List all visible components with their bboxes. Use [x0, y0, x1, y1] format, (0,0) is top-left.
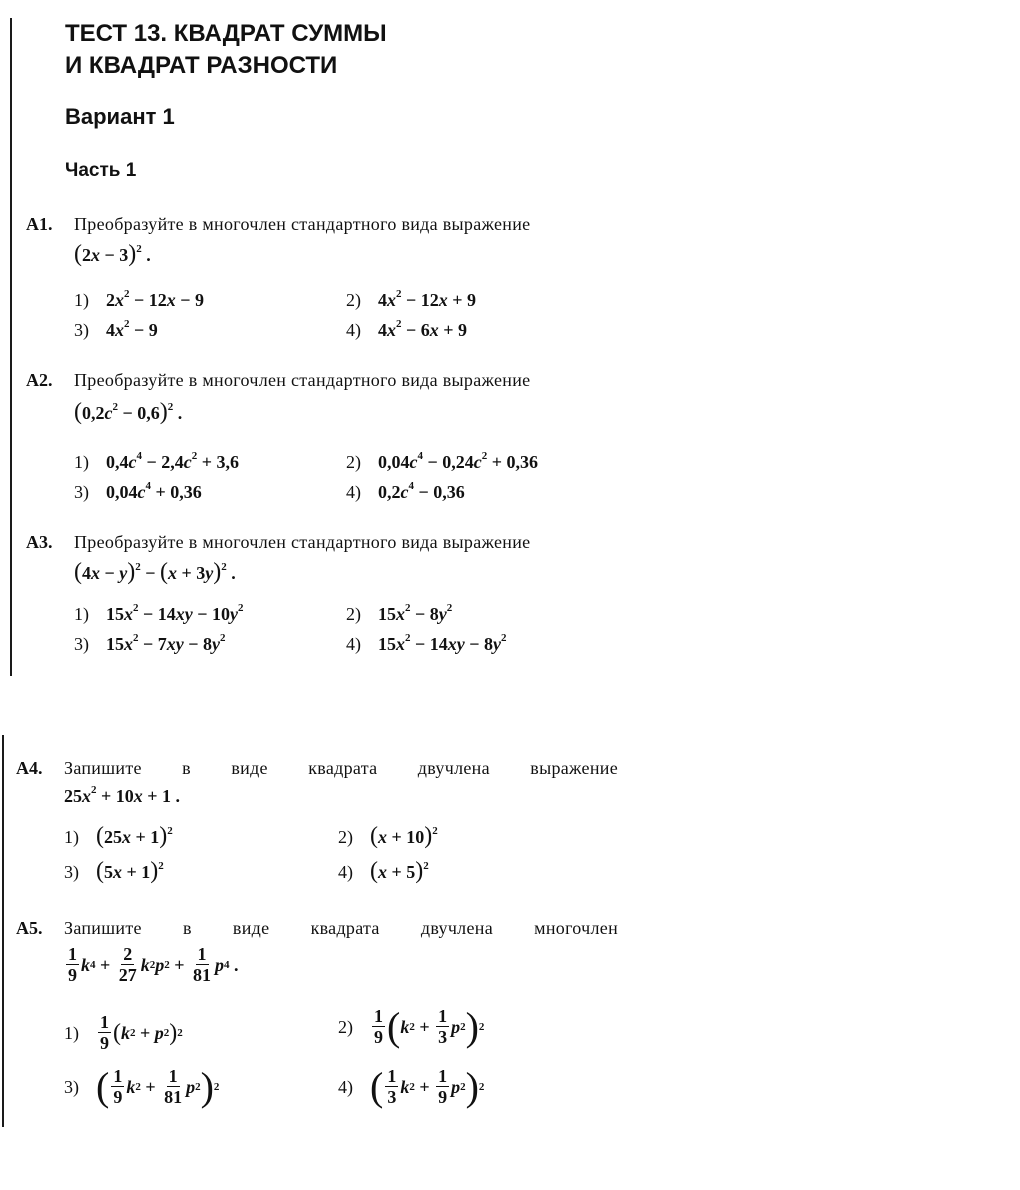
option-label: 4): [346, 320, 361, 340]
task-number: A3.: [26, 532, 53, 552]
variant-heading: Вариант 1: [65, 104, 175, 129]
option-label: 2): [338, 1016, 353, 1037]
option-label: 3): [64, 1076, 79, 1097]
option-3[interactable]: 3) $4x^2 - 9$: [74, 316, 158, 344]
option-label: 3): [74, 482, 89, 502]
page-title: [65, 18, 387, 82]
option-2[interactable]: 2) $4x^2 - 12x + 9$: [346, 286, 476, 314]
option-label: 3): [64, 862, 79, 882]
task-text: Преобразуйте в многочлен стандартного вида выражение: [74, 532, 531, 552]
task-number: A5.: [16, 918, 43, 938]
task-text: Преобразуйте в многочлен стандартного вида выражение: [74, 370, 531, 390]
option-2[interactable]: 2) 1 9 ( k 2 + 1 3 p 2 ) 2: [338, 1003, 485, 1049]
option-label: 3): [74, 320, 89, 340]
task-number: A2.: [26, 370, 53, 390]
option-label: 2): [338, 827, 353, 847]
option-label: 1): [64, 827, 79, 847]
task-text: Запишите в виде квадрата двучлена выражение: [64, 758, 618, 778]
title-line-2: И КВАДРАТ РАЗНОСТИ: [65, 52, 338, 79]
option-2[interactable]: 2) $15x^2 - 8y^2$: [346, 600, 452, 628]
option-label: 4): [346, 482, 361, 502]
option-label: 1): [74, 604, 89, 624]
task-a3: [26, 528, 626, 668]
option-1[interactable]: 1) $2x^2 - 12x - 9$: [74, 286, 204, 314]
title-line-1: ТЕСТ 13. КВАДРАТ СУММЫ: [65, 20, 387, 47]
option-1[interactable]: 1) $0,4c^4 - 2,4c^2 + 3,6$: [74, 448, 239, 476]
option-label: 3): [74, 634, 89, 654]
task-expression: $25x^2 + 10x + 1$ .: [64, 784, 181, 806]
option-label: 2): [346, 604, 361, 624]
part-heading: Часть 1: [65, 160, 137, 181]
option-3[interactable]: 3) $0,04c^4 + 0,36$: [74, 478, 202, 506]
task-expression: 1 9 k 4 + 2 27 k 2 p 2 + 1 81 p 4 .: [68, 944, 239, 985]
task-text: Преобразуйте в многочлен стандартного вида выражение: [74, 214, 531, 234]
option-3[interactable]: 3) $(5x + 1)^2$: [64, 858, 164, 884]
option-3[interactable]: 3) $15x^2 - 7xy - 8y^2$: [74, 630, 226, 658]
option-label: 1): [74, 452, 89, 472]
task-a5: [16, 914, 620, 1124]
option-label: 4): [346, 634, 361, 654]
option-1[interactable]: 1) $(25x + 1)^2$: [64, 823, 173, 849]
option-4[interactable]: 4) $4x^2 - 6x + 9$: [346, 316, 467, 344]
task-number: A4.: [16, 758, 43, 778]
page-margin-line-top: [10, 18, 12, 676]
option-2[interactable]: 2) $(x + 10)^2$: [338, 823, 438, 849]
option-1[interactable]: 1) 1 9 ( k 2 + p 2 ) 2: [64, 1012, 183, 1053]
task-a4: [16, 754, 620, 894]
task-expression: $(4x - y)^2 - (x + 3y)^2$ .: [74, 559, 236, 585]
option-label: 4): [338, 862, 353, 882]
task-expression: $(0,2c^2 - 0,6)^2$ .: [74, 399, 183, 425]
option-label: 4): [338, 1076, 353, 1097]
option-2[interactable]: 2) $0,04c^4 - 0,24c^2 + 0,36$: [346, 448, 538, 476]
task-expression: $(2x - 3)^2$ .: [74, 241, 151, 267]
option-3[interactable]: 3) ( 1 9 k 2 + 1 81 p 2 ) 2: [64, 1063, 220, 1109]
task-a2: [26, 366, 626, 506]
page-margin-line-bottom: [2, 735, 4, 1127]
task-number: A1.: [26, 214, 53, 234]
option-4[interactable]: 4) ( 1 3 k 2 + 1 9 p 2 ) 2: [338, 1063, 485, 1109]
option-4[interactable]: 4) $15x^2 - 14xy - 8y^2$: [346, 630, 507, 658]
option-1[interactable]: 1) $15x^2 - 14xy - 10y^2$: [74, 600, 244, 628]
option-4[interactable]: 4) $0,2c^4 - 0,36$: [346, 478, 465, 506]
option-4[interactable]: 4) $(x + 5)^2$: [338, 858, 429, 884]
option-label: 1): [74, 290, 89, 310]
option-label: 2): [346, 452, 361, 472]
task-text: Запишите в виде квадрата двучлена многочлен: [64, 918, 618, 938]
option-label: 2): [346, 290, 361, 310]
option-label: 1): [64, 1022, 79, 1043]
task-a1: [26, 210, 626, 340]
